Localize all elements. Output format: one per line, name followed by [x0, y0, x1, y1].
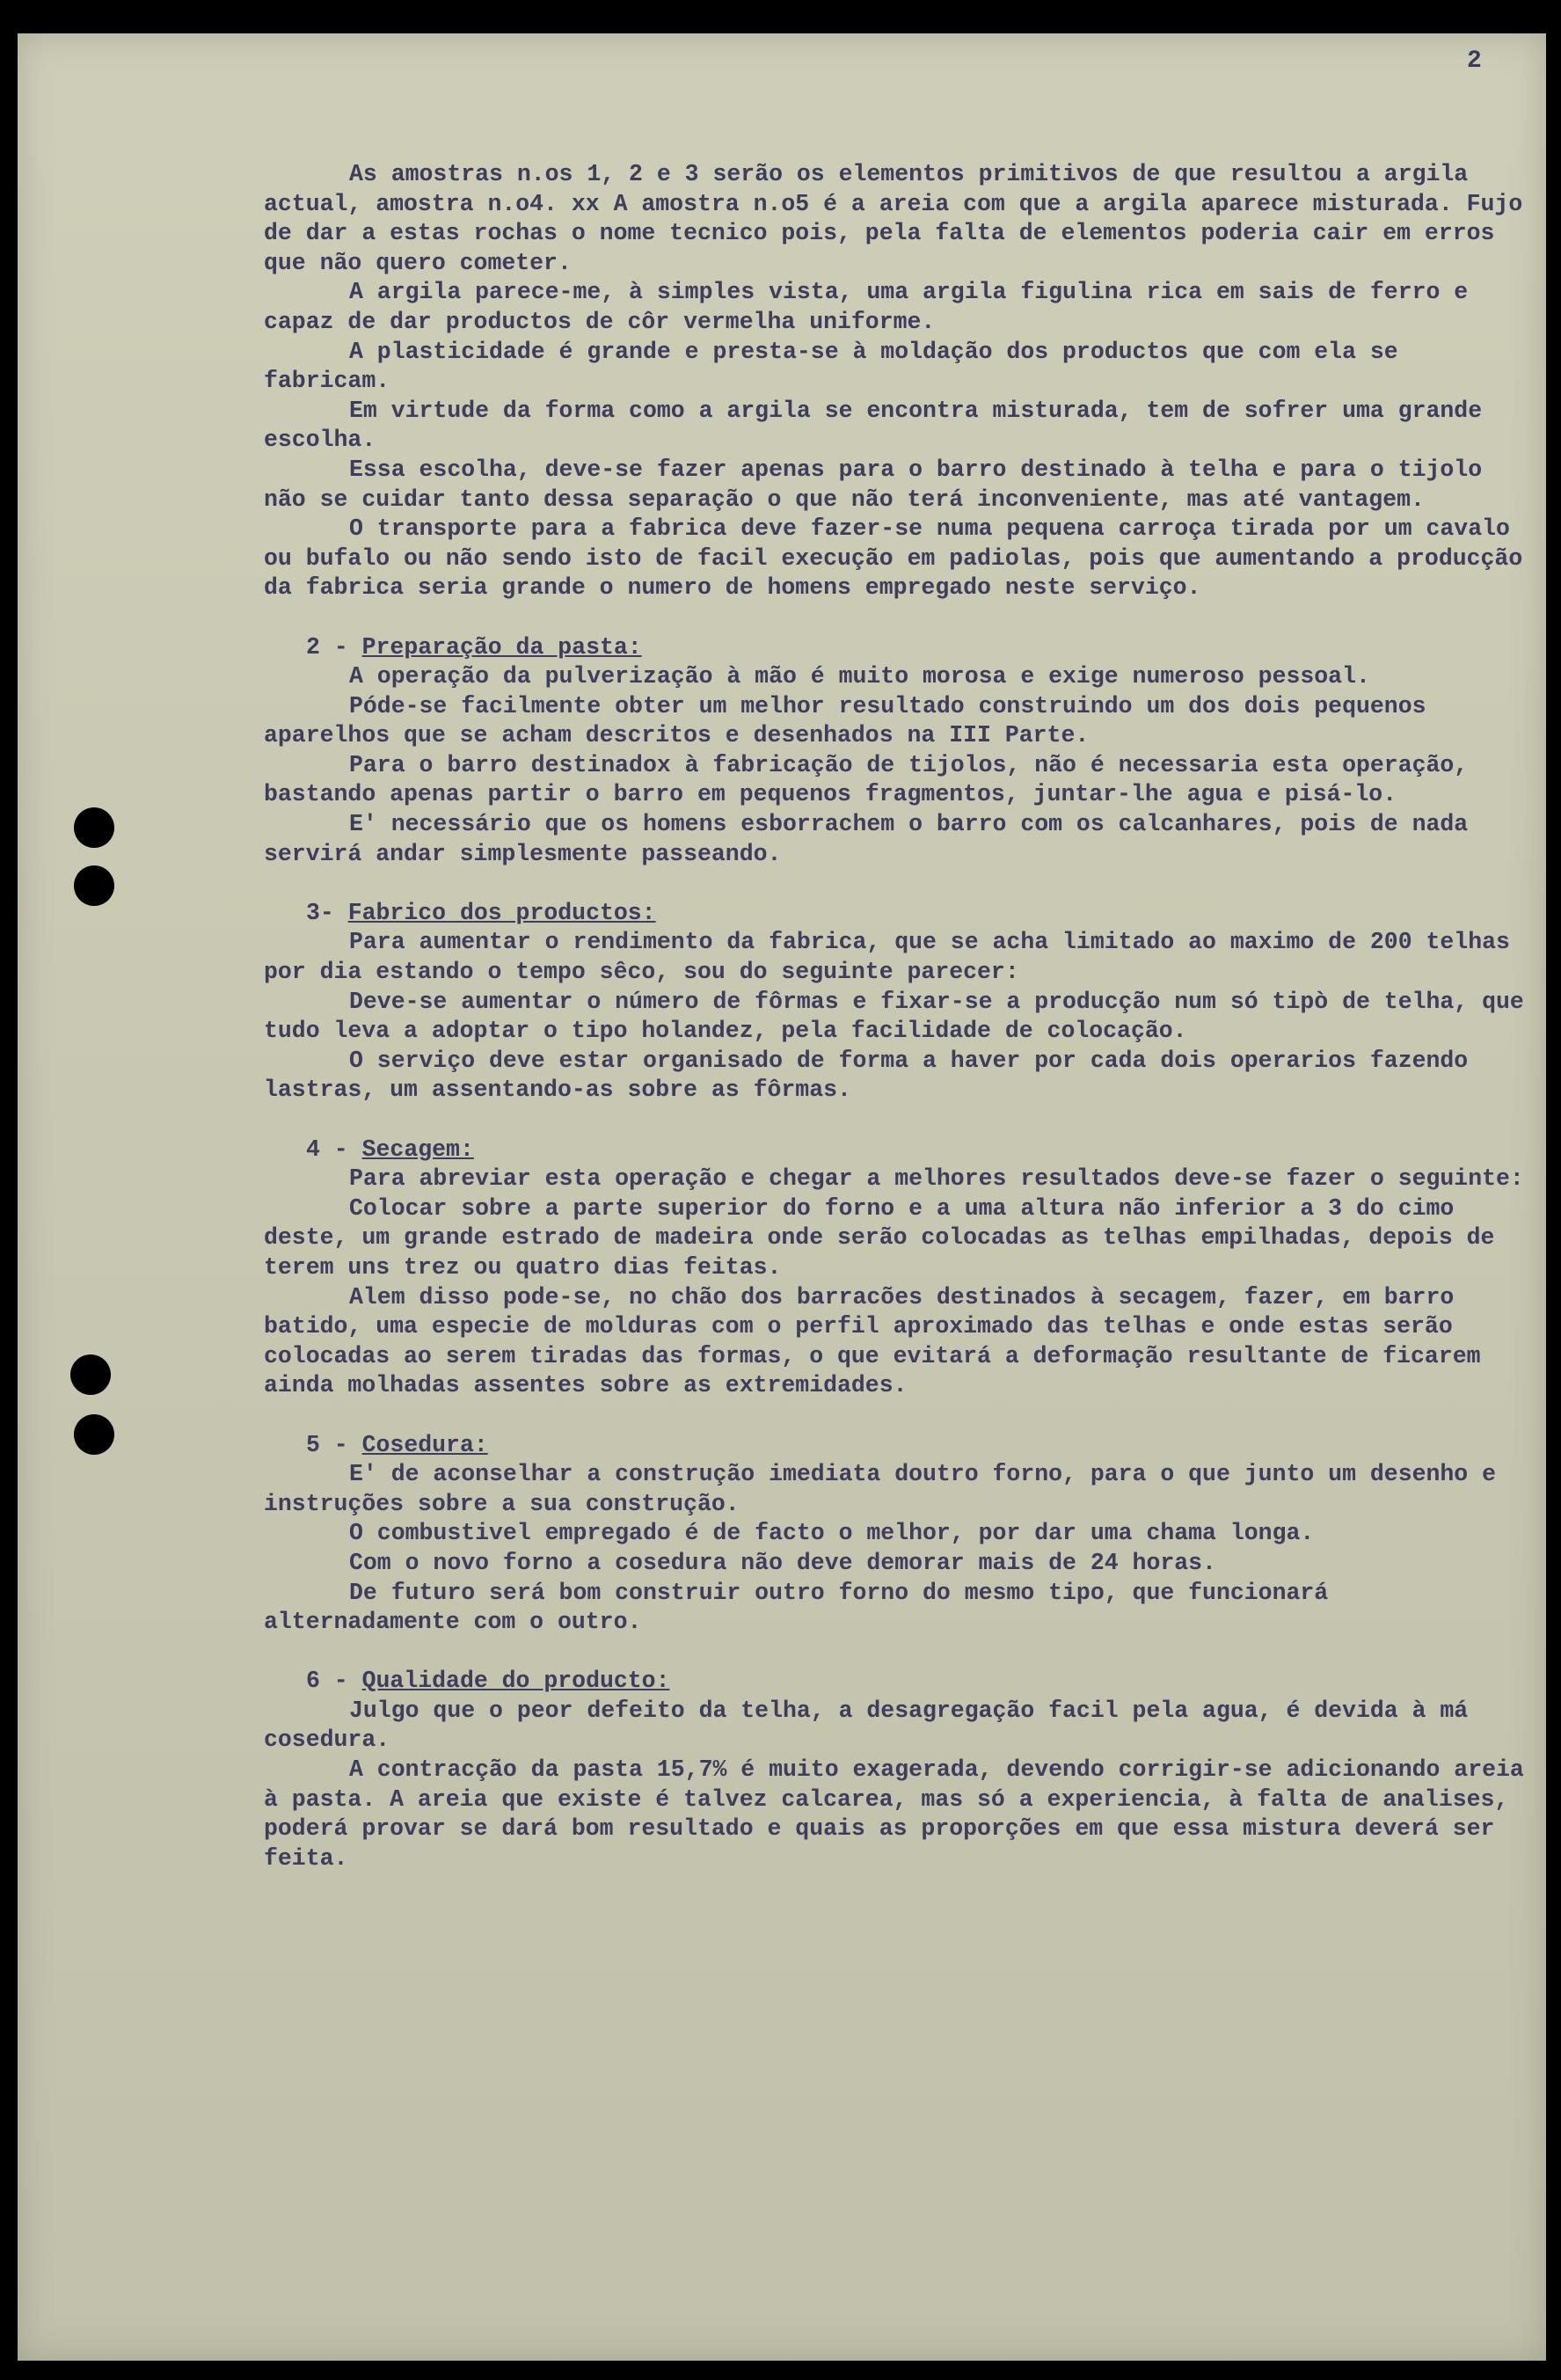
section-number: 3- — [306, 899, 334, 926]
punch-hole — [74, 865, 114, 906]
section-number: 5 - — [306, 1431, 348, 1458]
section-title: Cosedura: — [361, 1431, 488, 1458]
section-number: 2 - — [306, 633, 348, 661]
paragraph: Colocar sobre a parte superior do forno e a uma altura não inferior a 3 do cimo deste, um grande estrado de madeira onde serão colocadas as telhas empilhadas, depois de terem uns trez ou quatro dias feitas. — [264, 1194, 1495, 1281]
paragraph: A operação da pulverização à mão é muito morosa e exige numeroso pessoal. — [349, 663, 1370, 690]
paragraph: O transporte para a fabrica deve fazer-se numa pequena carroça tirada por um cavalo ou bufalo ou não sendo isto de facil execução em padiolas, pois que aumentando a producção da fabrica seria grande o numero de homens empregado neste serviço. — [264, 515, 1523, 602]
paragraph: Alem disso pode-se, no chão dos barracões destinados à secagem, fazer, em barro batido, uma especie de molduras com o perfil aproximado das telhas e onde estas serão colocadas ao serem tiradas das formas, o que evitará a deformação resultante de ficarem ainda molhadas assentes sobre as extremidades. — [264, 1283, 1481, 1399]
section-heading — [264, 633, 1530, 663]
paragraph: A plasticidade é grande e presta-se à moldação dos productos que com ela se fabricam. — [264, 338, 1398, 395]
paragraph: E' de aconselhar a construção imediata doutro forno, para o que junto um desenho e instruções sobre a sua construção. — [264, 1461, 1497, 1517]
paragraph: A contracção da pasta 15,7% é muito exagerada, devendo corrigir-se adicionando areia à pasta. A areia que existe é talvez calcarea, mas só a experiencia, à falta de analises, poderá provar se dará bom resultado e quais as proporções em que essa mistura deverá ser feita. — [264, 1756, 1524, 1872]
paragraph: Para o barro destinadox à fabricação de tijolos, não é necessaria esta operação, bastando apenas partir o barro em pequenos fragmentos, juntar-lhe agua e pisá-lo. — [264, 751, 1469, 808]
punch-hole — [70, 1354, 111, 1395]
section-heading — [264, 1431, 1530, 1461]
paragraph: Com o novo forno a cosedura não deve demorar mais de 24 horas. — [349, 1549, 1216, 1576]
paragraph: Essa escolha, deve-se fazer apenas para o barro destinado à telha e para o tijolo não se cuidar tanto dessa separação o que não terá inconveniente, mas até vantagem. — [264, 456, 1483, 513]
section-heading — [264, 899, 1530, 929]
paragraph: O serviço deve estar organisado de forma a haver por cada dois operarios fazendo lastras, um assentando-as sobre as fôrmas. — [264, 1047, 1469, 1104]
section-heading — [264, 1667, 1530, 1697]
section-number: 6 - — [306, 1668, 348, 1695]
section-title: Fabrico dos productos: — [347, 899, 656, 926]
paragraph: Em virtude da forma como a argila se encontra misturada, tem de sofrer uma grande escolha. — [264, 397, 1483, 454]
section-title: Qualidade do producto: — [361, 1668, 670, 1695]
paragraph: Para abreviar esta operação e chegar a melhores resultados deve-se fazer o seguinte: — [349, 1165, 1524, 1193]
paragraph: O combustivel empregado é de facto o melhor, por dar uma chama longa. — [349, 1520, 1315, 1547]
paragraph: Deve-se aumentar o número de fôrmas e fixar-se a producção num só tipò de telha, que tudo leva a adoptar o tipo holandez, pela facilidade de colocação. — [264, 988, 1524, 1045]
paragraph: E' necessário que os homens esborrachem o barro com os calcanhares, pois de nada servirá andar simplesmente passeando. — [264, 811, 1469, 867]
paragraph: A argila parece-me, à simples vista, uma argila figulina rica em sais de ferro e capaz de dar productos de côr vermelha uniforme. — [264, 279, 1469, 335]
paragraph: As amostras n.os 1, 2 e 3 serão os elementos primitivos de que resultou a argila actual, amostra n.o4. xx A amostra n.o5 é a areia com que a argila aparece misturada. Fujo de dar a estas rochas o nome tecnico pois, pela falta de elementos poderia cair em erros que não quero cometer. — [264, 161, 1523, 276]
page-number: 2 — [1467, 47, 1482, 75]
section-number: 4 - — [306, 1135, 348, 1163]
punch-hole — [74, 807, 114, 848]
document-body — [264, 160, 1530, 1873]
section-title: Preparação da pasta: — [361, 633, 642, 661]
paragraph: De futuro será bom construir outro forno do mesmo tipo, que funcionará alternadamente com o outro. — [264, 1579, 1329, 1636]
paragraph: Para aumentar o rendimento da fabrica, que se acha limitado ao maximo de 200 telhas por dia estando o tempo sêco, sou do seguinte parecer: — [264, 929, 1510, 986]
punch-hole — [74, 1414, 114, 1455]
paragraph: Póde-se facilmente obter um melhor resultado construindo um dos dois pequenos aparelhos que se acham descritos e desenhados na III Parte. — [264, 692, 1426, 749]
section-title: Secagem: — [361, 1135, 474, 1163]
section-heading — [264, 1135, 1530, 1165]
paragraph: Julgo que o peor defeito da telha, a desagregação facil pela agua, é devida à má cosedura. — [264, 1697, 1469, 1754]
